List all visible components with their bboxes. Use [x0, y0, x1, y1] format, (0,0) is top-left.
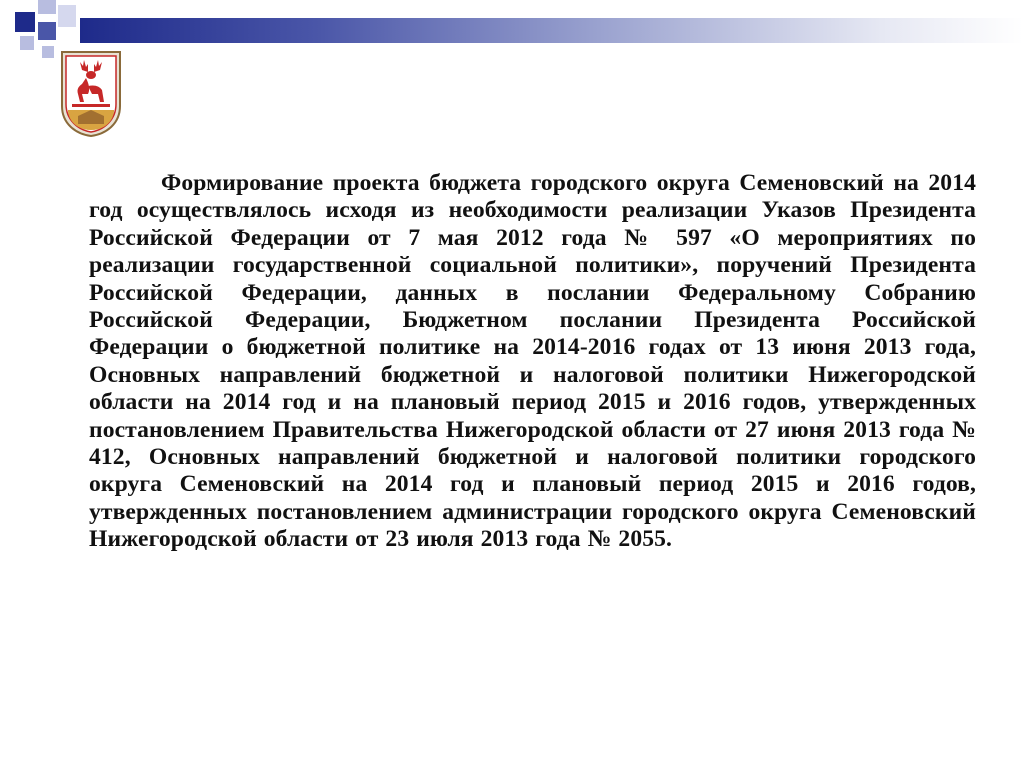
decor-square-4 — [38, 22, 56, 40]
decor-square-1 — [15, 12, 35, 32]
coat-of-arms-icon — [58, 48, 124, 138]
main-paragraph: Формирование проекта бюджета городского округа Семеновский на 2014 год осуществлялось исходя из необходимости реализации Указов Президента Российской Федерации от 7 мая 2012 года № 597 «О мероприятиях по реализации государственной социальной политики», поручений Президента Российской Федерации, данных в послании Федеральному Собранию Российской Федерации, Бюджетном послании Президента Российской Федерации о бюджетной политике на 2014-2016 годах от 13 июня 2013 года, Основных направлений бюджетной и налоговой политики Нижегородской области на 2014 год и на плановый период 2015 и 2016 годов, утвержденных постановлением Правительства Нижегородской области от 27 июня 2013 года № 412, Основных направлений бюджетной и налоговой политики городского округа Семеновский на 2014 год и плановый период 2015 и 2016 годов, утвержденных постановлением администрации городского округа Семеновский Нижегородской области от 23 июля 2013 года № 2055. — [89, 170, 976, 553]
header-gradient-bar — [80, 18, 1023, 43]
decor-square-6 — [42, 46, 54, 58]
decor-square-2 — [38, 0, 56, 14]
decor-square-3 — [58, 5, 76, 27]
decor-square-5 — [20, 36, 34, 50]
